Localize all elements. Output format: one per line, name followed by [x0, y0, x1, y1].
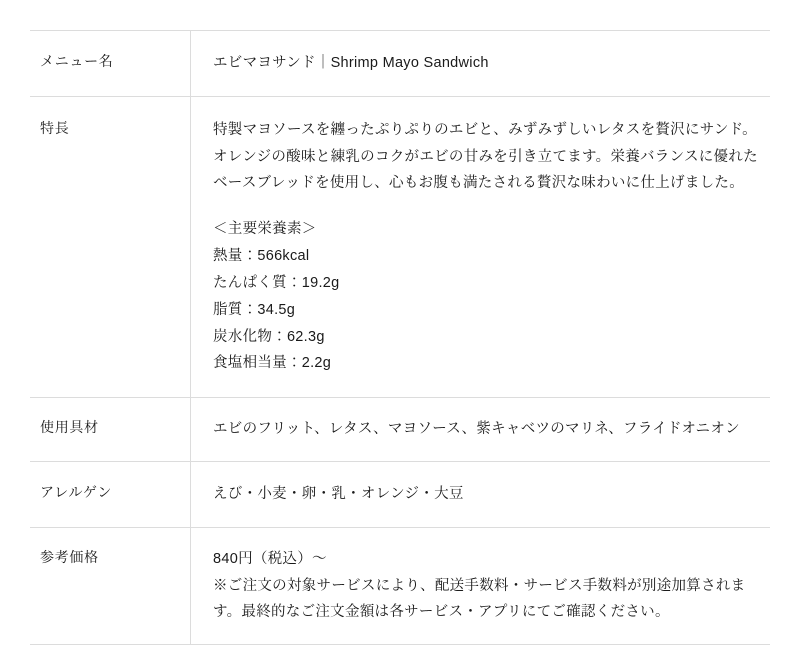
row-value-ingredients: エビのフリット、レタス、マヨソース、紫キャベツのマリネ、フライドオニオン [213, 421, 740, 438]
menu-spec-table [30, 30, 770, 645]
nutrition-energy: 熱量：566kcal [213, 248, 310, 265]
row-value-price [191, 527, 771, 644]
table-row [30, 461, 770, 527]
feature-description: 特製マヨソースを纏ったぷりぷりのエビと、みずみずしいレタスを贅沢にサンド。オレンジの酸味と練乳のコクがエビの甘みを引き立てます。栄養バランスに優れたベースブレッドを使用し、心もお腹も満たされる贅沢な味わいに仕上げました。 [213, 121, 758, 192]
row-label-price: 参考価格 [30, 527, 191, 644]
row-label-menu-name: メニュー名 [30, 31, 191, 97]
table-row [30, 31, 770, 97]
spacer [213, 197, 762, 216]
row-value-allergen: えび・小麦・卵・乳・オレンジ・大豆 [213, 485, 464, 502]
table-row [30, 398, 770, 462]
row-label-ingredients: 使用具材 [30, 398, 191, 462]
row-value-menu-name: エビマヨサンド｜Shrimp Mayo Sandwich [213, 55, 489, 71]
nutrition-fat: 脂質：34.5g [213, 301, 296, 318]
nutrition-heading: ＜主要栄養素＞ [213, 221, 317, 238]
nutrition-carbohydrate: 炭水化物：62.3g [213, 328, 325, 345]
price-amount: 840円（税込）〜 [213, 550, 327, 567]
nutrition-protein: たんぱく質：19.2g [213, 274, 340, 291]
row-label-feature: 特長 [30, 96, 191, 397]
row-value-feature [191, 96, 771, 397]
price-note: ※ご注文の対象サービスにより、配送手数料・サービス手数料が別途加算されます。最終的なご注文金額は各サービス・アプリにてご確認ください。 [213, 577, 746, 621]
row-label-allergen: アレルゲン [30, 461, 191, 527]
nutrition-salt: 食塩相当量：2.2g [213, 355, 332, 372]
table-row [30, 527, 770, 644]
table-row [30, 96, 770, 397]
